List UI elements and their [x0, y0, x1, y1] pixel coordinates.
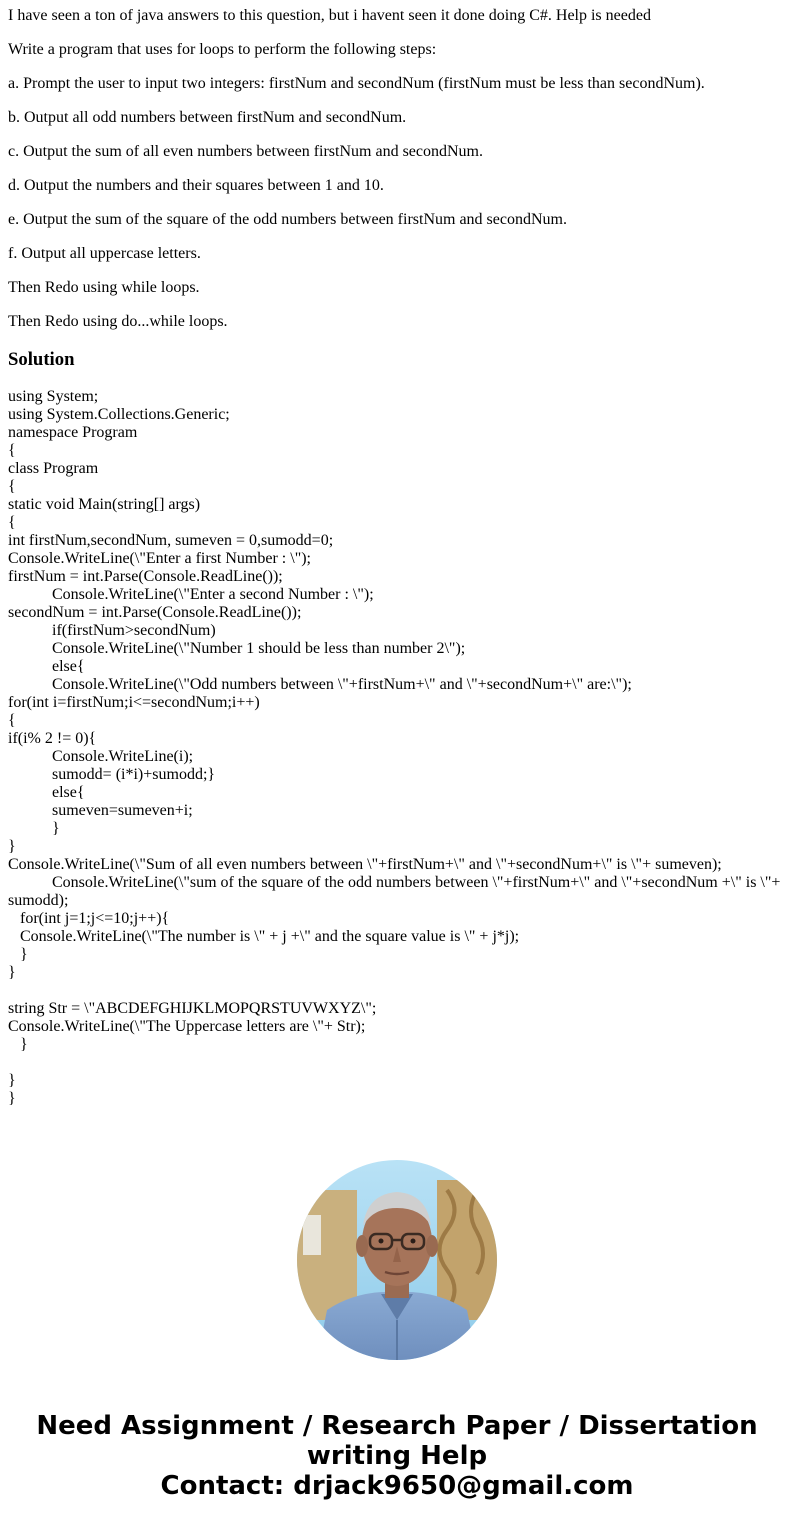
code-line: Console.WriteLine(\"Number 1 should be less than number 2\");: [52, 640, 466, 657]
code-line: Console.WriteLine(\"Sum of all even numbers between \"+firstNum+\" and \"+secondNum+\" is \"+ sumeven);: [8, 856, 722, 873]
code-line: sumeven=sumeven+i;: [52, 802, 193, 819]
question-redo-do-while: Then Redo using do...while loops.: [8, 313, 228, 330]
code-line: }: [52, 820, 60, 837]
code-line: Console.WriteLine(\"Enter a second Number : \");: [52, 586, 374, 603]
question-intro: I have seen a ton of java answers to this question, but i havent seen it done doing C#. Help is needed: [8, 7, 651, 24]
code-line: if(i% 2 != 0){: [8, 730, 97, 747]
code-line: Console.WriteLine(\"sum of the square of the odd numbers between \"+firstNum+\" and \"+secondNum +\" is \"+: [52, 874, 781, 891]
code-line: [8, 982, 786, 1000]
code-line: }: [8, 1072, 16, 1089]
code-line: using System;: [8, 388, 99, 405]
code-line: }: [20, 946, 28, 963]
promo-line-2: writing Help: [306, 1441, 488, 1471]
code-line: for(int j=1;j<=10;j++){: [20, 910, 170, 927]
solution-code: [8, 388, 786, 1108]
code-line: string Str = \"ABCDEFGHIJKLMOPQRSTUVWXYZ\";: [8, 1000, 377, 1017]
code-line: Console.WriteLine(\"Odd numbers between \"+firstNum+\" and \"+secondNum+\" are:\");: [52, 676, 632, 693]
code-line: firstNum = int.Parse(Console.ReadLine());: [8, 568, 283, 585]
code-line: {: [8, 712, 16, 729]
code-line: }: [20, 1036, 28, 1053]
code-line: {: [8, 514, 16, 531]
code-line: else{: [52, 784, 85, 801]
code-line: sumodd= (i*i)+sumodd;}: [52, 766, 216, 783]
promo-line-1: Need Assignment / Research Paper / Dissertation: [36, 1411, 758, 1441]
question-step-e: e. Output the sum of the square of the odd numbers between firstNum and secondNum.: [8, 211, 567, 228]
code-line: }: [8, 838, 16, 855]
code-line: Console.WriteLine(\"Enter a first Number : \");: [8, 550, 311, 567]
question-redo-while: Then Redo using while loops.: [8, 279, 200, 296]
code-line: class Program: [8, 460, 99, 477]
code-line: }: [8, 964, 16, 981]
code-line: Console.WriteLine(i);: [52, 748, 194, 765]
code-line: [8, 1054, 786, 1072]
code-line: sumodd);: [8, 892, 69, 909]
code-line: else{: [52, 658, 85, 675]
question-step-c: c. Output the sum of all even numbers between firstNum and secondNum.: [8, 143, 483, 160]
promo-contact: Contact: drjack9650@gmail.com: [160, 1471, 634, 1501]
solution-heading: Solution: [8, 349, 75, 370]
code-line: using System.Collections.Generic;: [8, 406, 230, 423]
code-line: static void Main(string[] args): [8, 496, 201, 513]
tutor-avatar: [297, 1160, 497, 1360]
document-body: [0, 7, 794, 1108]
code-line: {: [8, 478, 16, 495]
question-step-b: b. Output all odd numbers between firstNum and secondNum.: [8, 109, 407, 126]
question-step-a: a. Prompt the user to input two integers: firstNum and secondNum (firstNum must be less than secondNum).: [8, 75, 705, 92]
code-line: namespace Program: [8, 424, 138, 441]
code-line: if(firstNum>secondNum): [52, 622, 216, 639]
question-step-f: f. Output all uppercase letters.: [8, 245, 201, 262]
code-line: secondNum = int.Parse(Console.ReadLine());: [8, 604, 302, 621]
code-line: }: [8, 1090, 16, 1107]
question-task: Write a program that uses for loops to perform the following steps:: [8, 41, 437, 58]
tutor-portrait-image: [297, 1160, 497, 1360]
code-line: {: [8, 442, 16, 459]
code-line: Console.WriteLine(\"The Uppercase letters are \"+ Str);: [8, 1018, 366, 1035]
code-line: Console.WriteLine(\"The number is \" + j +\" and the square value is \" + j*j);: [20, 928, 520, 945]
promo-banner: [0, 1411, 794, 1501]
question-step-d: d. Output the numbers and their squares between 1 and 10.: [8, 177, 384, 194]
code-line: int firstNum,secondNum, sumeven = 0,sumodd=0;: [8, 532, 334, 549]
code-line: for(int i=firstNum;i<=secondNum;i++): [8, 694, 260, 711]
